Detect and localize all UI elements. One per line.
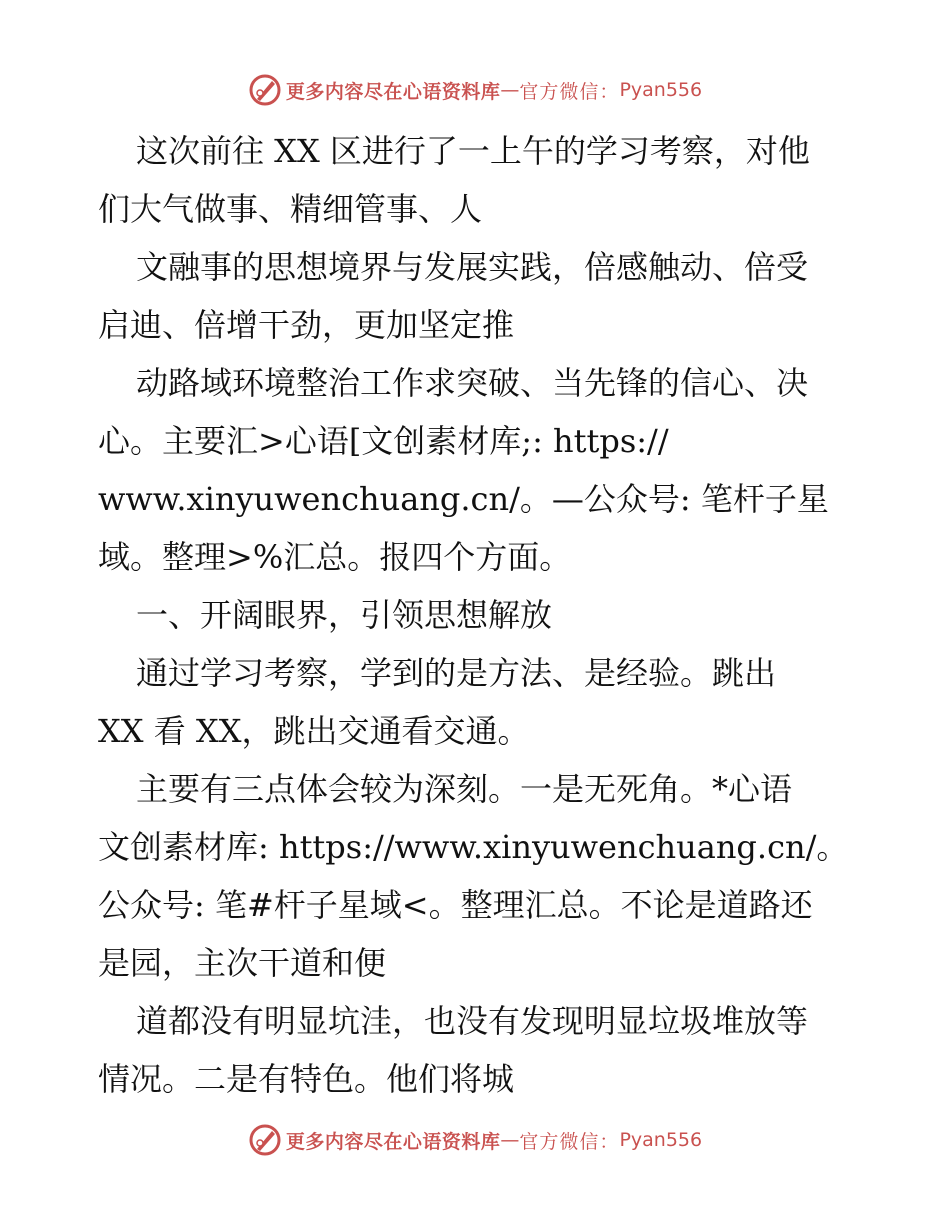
header-banner-separator: —: [500, 79, 520, 101]
text-line: 道都没有明显坑洼，也没有发现明显垃圾堆放等: [136, 1002, 809, 1040]
quill-pen-logo-icon: [248, 1123, 282, 1157]
header-banner-text: 更多内容尽在心语资料库: [285, 80, 501, 103]
footer-wechat-label: 官方微信：: [519, 1130, 620, 1153]
text-line: XX 看 XX，跳出交通看交通。: [98, 712, 530, 750]
header-wechat-label: 官方微信：: [519, 80, 620, 103]
header-banner: [0, 72, 950, 108]
text-line: 文融事的思想境界与发展实践，倍感触动、倍受: [136, 248, 809, 286]
text-line: 主要有三点体会较为深刻。一是无死角。*心语: [136, 770, 793, 808]
section-heading: 一、开阔眼界，引领思想解放: [136, 596, 553, 634]
text-line: 通过学习考察，学到的是方法、是经验。跳出: [136, 654, 777, 692]
document-body: [98, 122, 858, 1108]
text-line: 域。整理>%汇总。报四个方面。: [98, 538, 572, 576]
text-line: 这次前往 XX 区进行了一上午的学习考察，对他: [136, 132, 810, 170]
text-line: 们大气做事、精细管事、人: [98, 190, 483, 228]
text-line: 心。主要汇>心语[文创素材库;: https://: [98, 422, 669, 460]
text-line: 动路域环境整治工作求突破、当先锋的信心、决: [136, 364, 809, 402]
text-line: 是园，主次干道和便: [98, 944, 387, 982]
text-line: www.xinyuwenchuang.cn/。—公众号: 笔杆子星: [98, 480, 829, 518]
text-line: 文创素材库: https://www.xinyuwenchuang.cn/。: [98, 828, 849, 866]
footer-banner-text: 更多内容尽在心语资料库: [285, 1130, 501, 1153]
footer-banner: [0, 1122, 950, 1158]
header-wechat-id: Pyan556: [619, 79, 703, 101]
text-line: 情况。二是有特色。他们将城: [98, 1060, 515, 1098]
footer-wechat-id: Pyan556: [619, 1129, 703, 1151]
text-line: 启迪、倍增干劲，更加坚定推: [98, 306, 515, 344]
text-line: 公众号: 笔#杆子星域<。整理汇总。不论是道路还: [98, 886, 813, 924]
quill-pen-logo-icon: [248, 73, 282, 107]
footer-banner-separator: —: [500, 1129, 520, 1151]
